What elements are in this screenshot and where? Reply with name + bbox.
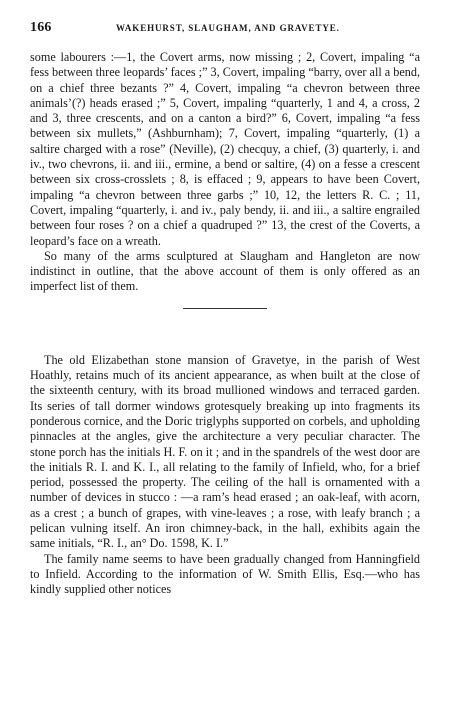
paragraph-family-name: The family name seems to have been gradually changed from Hanningfield to Infield. According to the information of W. Smith Ellis, Esq.—who has kindly supplied other notices [30,551,420,597]
paragraph-heraldry-list: some labourers :—1, the Covert arms, now missing ; 2, Covert, impaling “a fess between three leopards’ faces ;” 3, Covert, impaling “barry, over all a bend, on a chief three bezants ?” 4, Covert, impaling “a chevron between three animals’(?) heads erased ;” 5, Covert, impaling “quarterly, 1 and 4, a cross, 2 and 3, three crescents, and on a canton a bird?” 6, Covert, impaling “a fess between six mullets,” (Ashburnham); 7, Covert, impaling “quarterly, (1) a saltire charged with a rose” (Neville), (2) checquy, a chief, (3) quarterly, i. and iv., two chevrons, ii. and iii., ermine, a bend or saltire, (4) on a fesse a crescent between six cross-crosslets ; 8, is effaced ; 9, appears to have been Covert, impaling “a chevron between three garbs ;” 10, 12, the letters R. C. ; 11, Covert, impaling “quarterly, i. and iv., paly bendy, ii. and iii., a saltire engrailed between four roses ? on a chief a quadruped ?” 13, the crest of the Coverts, a leopard’s face on a wreath. [30,50,420,248]
paragraph-arms-indistinct: So many of the arms sculptured at Slaugham and Hangleton are now indistinct in outline, that the above account of them is only offered as an imperfect list of them. [30,248,420,294]
running-title: WAKEHURST, SLAUGHAM, AND GRAVETYE. [116,23,340,33]
paragraph-gravetye-mansion: The old Elizabethan stone mansion of Gravetye, in the parish of West Hoathly, retains much of its ancient appearance, as when built at the close of the sixteenth century, with its broad mullioned windows and terraced garden. Its series of tall dormer windows grotesquely breaking up into fragments its ponderous cornice, and the Doric triglyphs supported on corbels, and upholding pinnacles at the angles, give the architecture a very peculiar character. The stone porch has the initials H. F. on it ; and in the spandrels of the west door are the initials R. I. and K. I., all relating to the family of Infield, who, for a brief period, possessed the property. The ceiling of the hall is ornamented with a number of devices in stucco : —a ram’s head erased ; an oak-leaf, with acorn, as a crest ; a bunch of grapes, with vine-leaves ; a rose, with leafy branch ; a pelican vulning itself. An iron chimney-back, in the hall, exhibits again the same initials, “R. I., an° Do. 1598, K. I.” [30,352,420,551]
section-divider [183,308,267,309]
book-page [30,20,420,598]
running-head [30,20,420,36]
page-number: 166 [30,20,52,35]
